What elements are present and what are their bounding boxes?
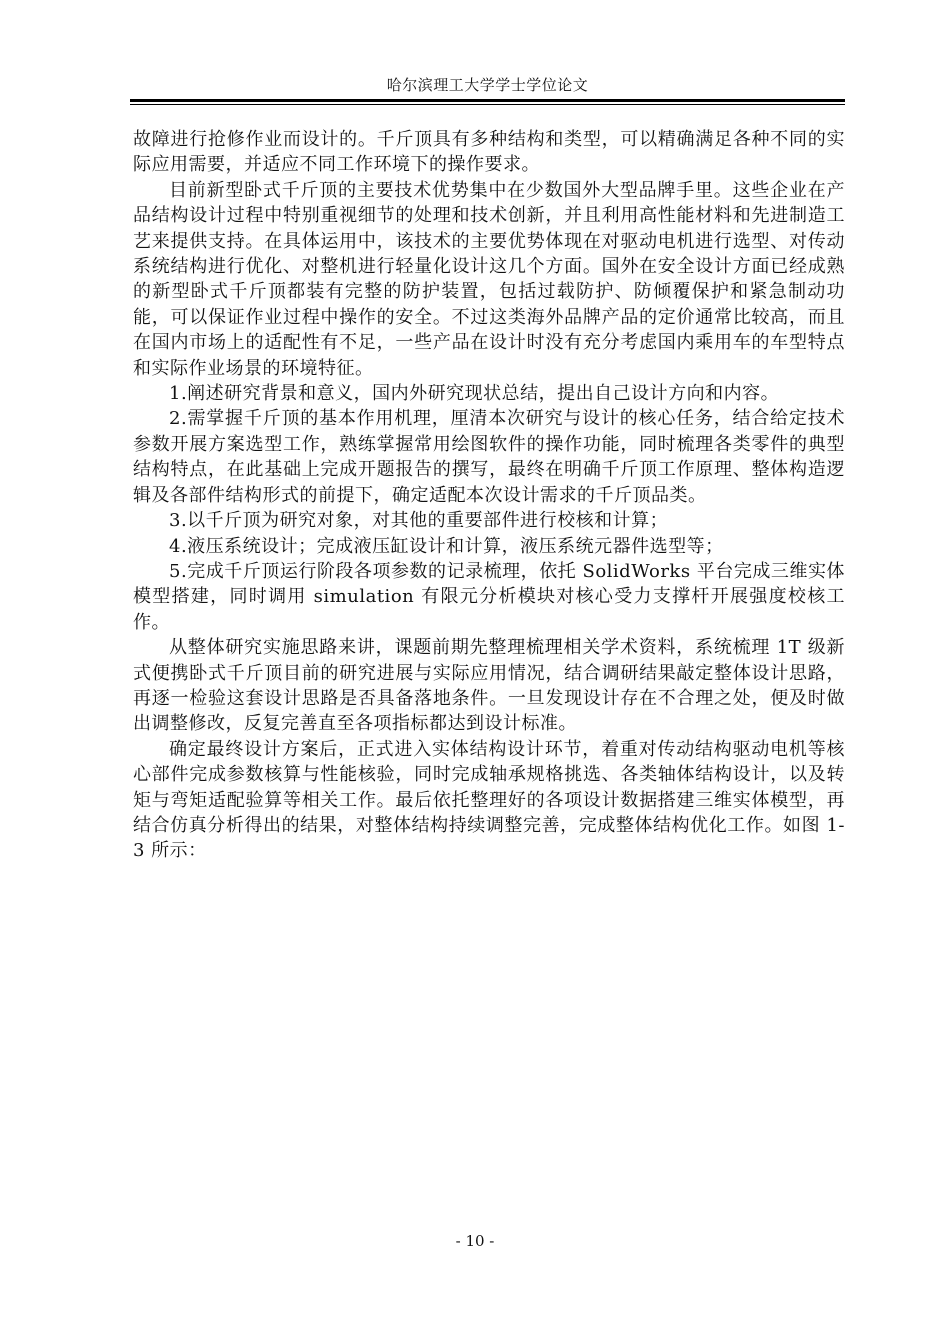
paragraph-item-2: 2.需掌握千斤顶的基本作用机理，厘清本次研究与设计的核心任务，结合给定技术参数开展方案选型工作，熟练掌握常用绘图软件的操作功能，同时梳理各类零件的典型结构特点，在此基础上完成开题报告的撰写，最终在明确千斤顶工作原理、整体构造逻辑及各部件结构形式的前提下，确定适配本次设计需求的千斤顶品类。	[133, 408, 845, 506]
header-rule-thick	[130, 99, 845, 102]
paragraph-research-approach: 从整体研究实施思路来讲，课题前期先整理梳理相关学术资料，系统梳理 1T 级新式便携卧式千斤顶目前的研究进展与实际应用情况，结合调研结果敲定整体设计思路，再逐一检验这套设计思路是否具备落地条件。一旦发现设计存在不合理之处，便及时做出调整修改，反复完善直至各项指标都达到设计标准。	[133, 637, 845, 735]
page-header	[130, 70, 845, 104]
page-number: - 10 -	[455, 1232, 495, 1250]
paragraph-item-1: 1.阐述研究背景和意义，国内外研究现状总结，提出自己设计方向和内容。	[169, 383, 780, 405]
header-rule-thin	[130, 104, 845, 105]
paragraph-item-3: 3.以千斤顶为研究对象，对其他的重要部件进行校核和计算；	[169, 510, 669, 532]
paragraph-foreign-advantages: 目前新型卧式千斤顶的主要技术优势集中在少数国外大型品牌手里。这些企业在产品结构设计过程中特别重视细节的处理和技术创新，并且利用高性能材料和先进制造工艺来提供支持。在具体运用中，该技术的主要优势体现在对驱动电机进行选型、对传动系统结构进行优化、对整机进行轻量化设计这几个方面。国外在安全设计方面已经成熟的新型卧式千斤顶都装有完整的防护装置，包括过载防护、防倾覆保护和紧急制动功能，可以保证作业过程中操作的安全。不过这类海外品牌产品的定价通常比较高，而且在国内市场上的适配性有不足，一些产品在设计时没有充分考虑国内乘用车的车型特点和实际作业场景的环境特征。	[133, 179, 845, 379]
paragraph-continuation: 故障进行抢修作业而设计的。千斤顶具有多种结构和类型，可以精确满足各种不同的实际应用需要，并适应不同工作环境下的操作要求。	[133, 129, 845, 176]
paragraph-item-5: 5.完成千斤顶运行阶段各项参数的记录梳理，依托 SolidWorks 平台完成三维实体模型搭建，同时调用 simulation 有限元分析模块对核心受力支撑杆开展强度校核工作。	[133, 560, 845, 633]
body-text	[133, 127, 845, 864]
paragraph-final-design: 确定最终设计方案后，正式进入实体结构设计环节，着重对传动结构驱动电机等核心部件完成参数核算与性能核验，同时完成轴承规格挑选、各类轴体结构设计，以及转矩与弯矩适配验算等相关工作。最后依托整理好的各项设计数据搭建三维实体模型，再结合仿真分析得出的结果，对整体结构持续调整完善，完成整体结构优化工作。如图 1-3 所示：	[133, 738, 845, 862]
paragraph-item-4: 4.液压系统设计；完成液压缸设计和计算，液压系统元器件选型等；	[169, 535, 724, 557]
header-title: 哈尔滨理工大学学士学位论文	[386, 76, 589, 94]
